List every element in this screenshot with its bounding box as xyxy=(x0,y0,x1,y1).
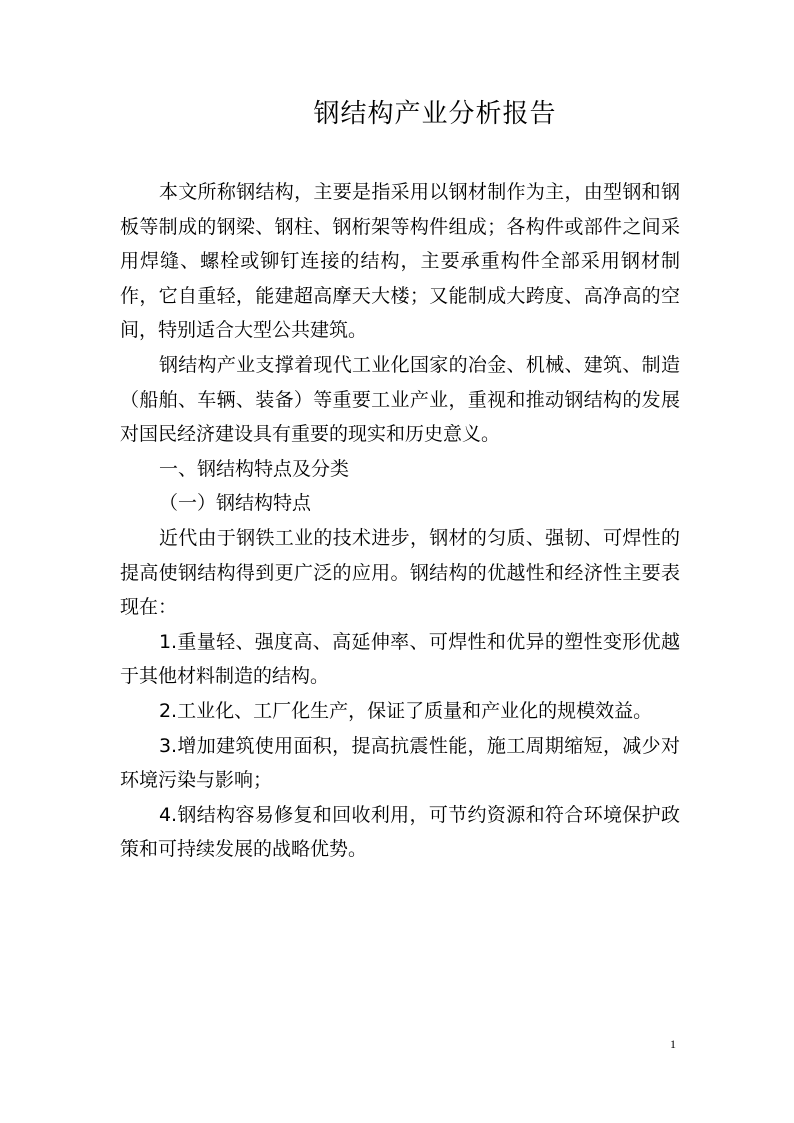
point-item-3: 3.增加建筑使用面积，提高抗震性能，施工周期缩短，减少对环境污染与影响； xyxy=(120,734,680,792)
intro-paragraph-1: 本文所称钢结构，主要是指采用以钢材制作为主，由型钢和钢板等制成的钢梁、钢柱、钢桁架等构件组成；各构件或部件之间采用焊缝、螺栓或铆钉连接的结构，主要承重构件全部采用钢材制作，它自重轻，能建超高摩天大楼；又能制成大跨度、高净高的空间，特别适合大型公共建筑。 xyxy=(120,181,680,342)
intro-paragraph-2: 钢结构产业支撑着现代工业化国家的冶金、机械、建筑、制造（船舶、车辆、装备）等重要工业产业，重视和推动钢结构的发展对国民经济建设具有重要的现实和历史意义。 xyxy=(120,353,680,446)
point-item-2: 2.工业化、工厂化生产，保证了质量和产业化的规模效益。 xyxy=(158,699,653,722)
point-item-1: 1.重量轻、强度高、高延伸率、可焊性和优异的塑性变形优越于其他材料制造的结构。 xyxy=(120,630,680,688)
subsection-intro-paragraph: 近代由于钢铁工业的技术进步，钢材的匀质、强韧、可焊性的提高使钢结构得到更广泛的应用。钢结构的优越性和经济性主要表现在： xyxy=(120,526,680,619)
section-heading: 一、钢结构特点及分类 xyxy=(158,457,349,480)
document-title: 钢结构产业分析报告 xyxy=(313,99,557,129)
point-item-4: 4.钢结构容易修复和回收利用，可节约资源和符合环境保护政策和可持续发展的战略优势。 xyxy=(120,803,680,861)
page-number: 1 xyxy=(670,1037,676,1051)
subsection-heading: （一）钢结构特点 xyxy=(158,492,311,515)
document-body xyxy=(120,175,680,867)
